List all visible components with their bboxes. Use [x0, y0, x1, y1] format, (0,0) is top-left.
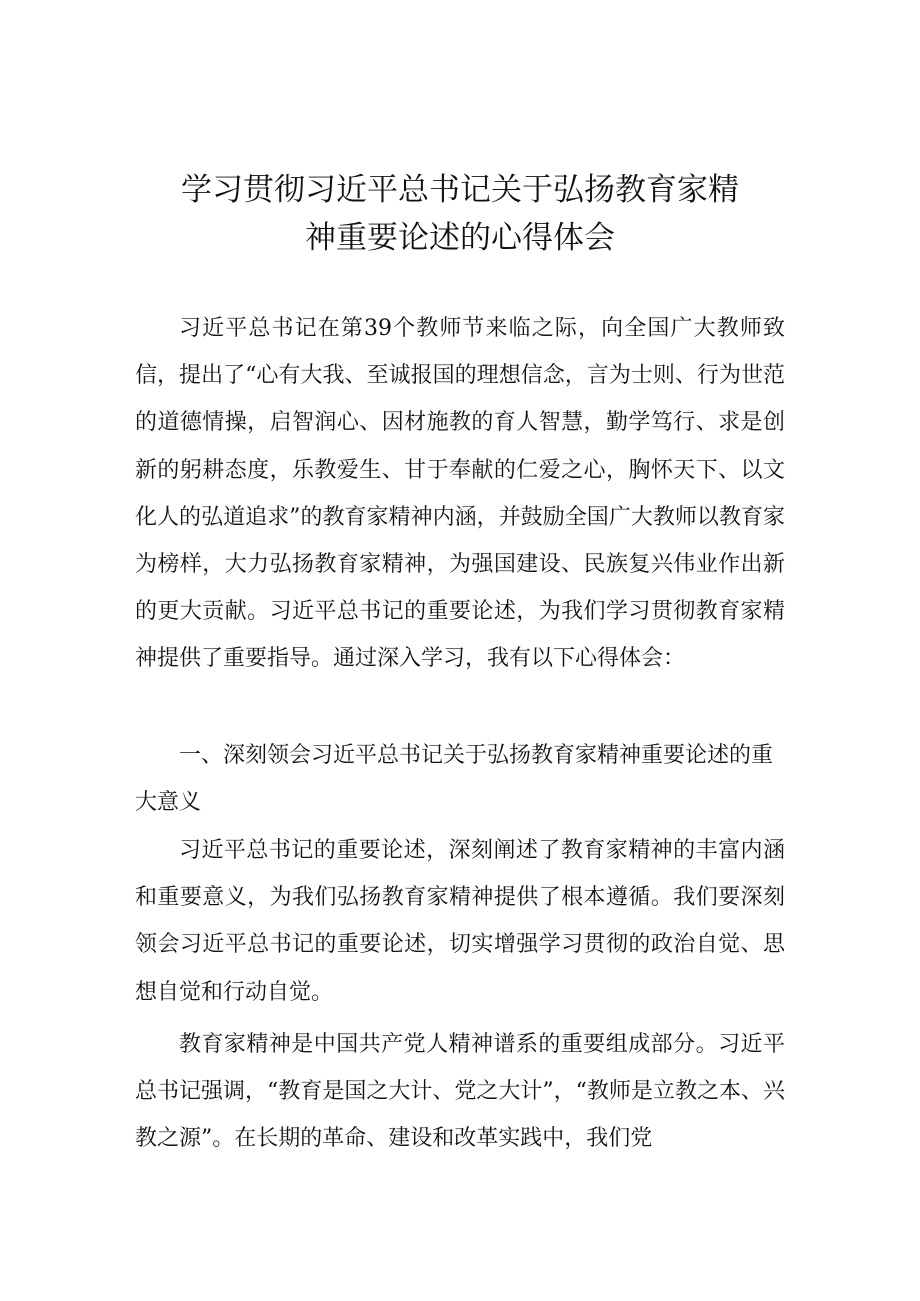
title-line-1: 学习贯彻习近平总书记关于弘扬教育家精	[181, 172, 739, 208]
document-title	[130, 166, 790, 262]
intro-paragraph: 习近平总书记在第39个教师节来临之际，向全国广大教师致信，提出了“心有大我、至诚报国的理想信念，言为士则、行为世范的道德情操，启智润心、因材施教的育人智慧，勤学笃行、求是创新的躬耕态度，乐教爱生、甘于奉献的仁爱之心，胸怀天下、以文化人的弘道追求”的教育家精神内涵，并鼓励全国广大教师以教育家为榜样，大力弘扬教育家精神，为强国建设、民族复兴伟业作出新的更大贡献。习近平总书记的重要论述，为我们学习贯彻教育家精神提供了重要指导。通过深入学习，我有以下心得体会：	[135, 316, 785, 672]
section-heading-1: 一、深刻领会习近平总书记关于弘扬教育家精神重要论述的重大意义	[135, 743, 774, 815]
section-1-paragraph-1: 习近平总书记的重要论述，深刻阐述了教育家精神的丰富内涵和重要意义，为我们弘扬教育家精神提供了根本遵循。我们要深刻领会习近平总书记的重要论述，切实增强学习贯彻的政治自觉、思想自觉和行动自觉。	[135, 838, 785, 1005]
title-line-2: 神重要论述的心得体会	[305, 220, 615, 256]
section-1-paragraph-2: 教育家精神是中国共产党人精神谱系的重要组成部分。习近平总书记强调，“教育是国之大计、党之大计”，“教师是立教之本、兴教之源”。在长期的革命、建设和改革实践中，我们党	[135, 1032, 785, 1152]
